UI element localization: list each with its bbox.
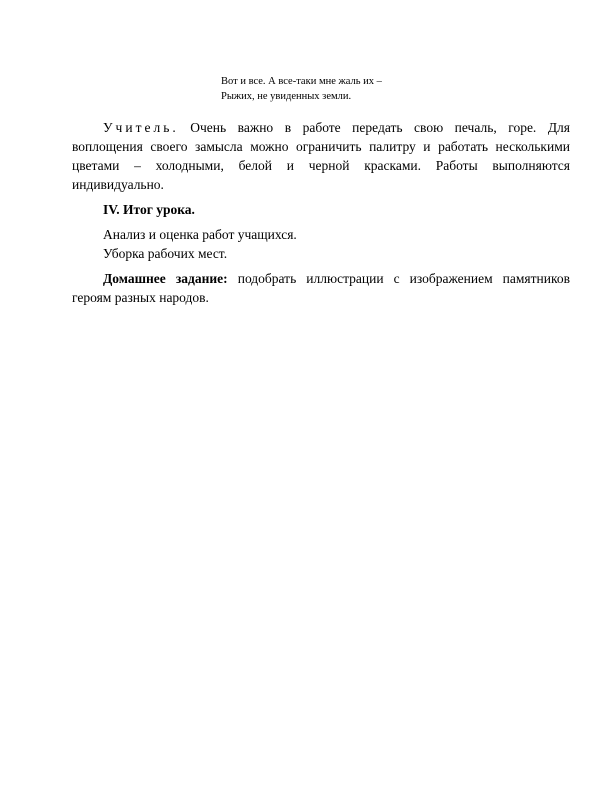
poem-excerpt bbox=[221, 74, 481, 104]
homework-label: Домашнее задание: bbox=[103, 271, 228, 286]
section-heading: IV. Итог урока. bbox=[103, 202, 195, 217]
poem-line-1: Вот и все. А все-таки мне жаль их – bbox=[221, 76, 382, 87]
summary-line-cleanup: Уборка рабочих мест. bbox=[103, 246, 228, 261]
homework-text: подобрать иллюстрации с изображением памятников героям разных народов. bbox=[72, 271, 570, 305]
homework-paragraph bbox=[72, 269, 570, 307]
lesson-text bbox=[72, 118, 570, 307]
poem-line-2: Рыжих, не увиденных земли. bbox=[221, 91, 352, 102]
teacher-paragraph-text: Очень важно в работе передать свою печаль, горе. Для воплощения своего замысла можно ограничить палитру и работать несколькими цветами – холодными, белой и черной красками. Работы выполняются индивидуально. bbox=[72, 120, 570, 192]
speaker-label: Учитель. bbox=[103, 120, 179, 135]
summary-line-analysis: Анализ и оценка работ учащихся. bbox=[103, 227, 297, 242]
teacher-paragraph bbox=[72, 118, 570, 194]
